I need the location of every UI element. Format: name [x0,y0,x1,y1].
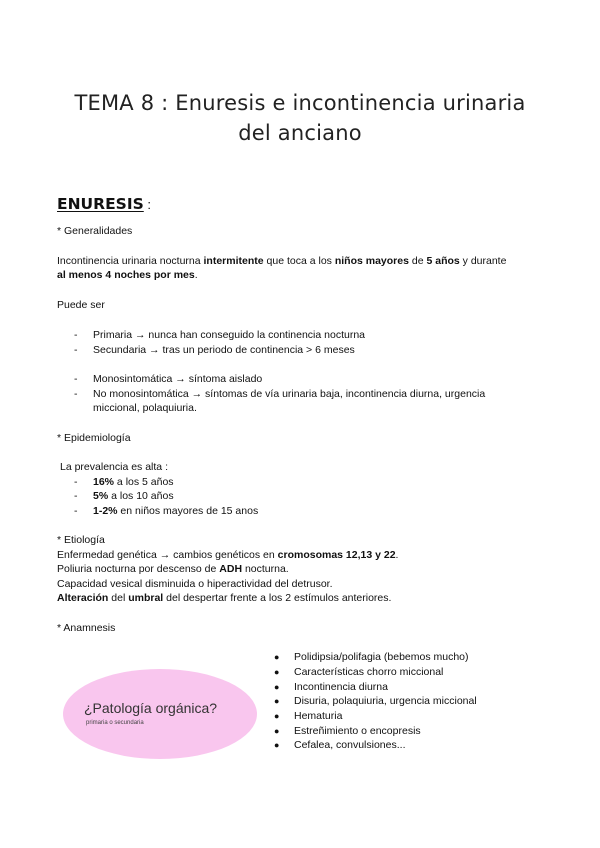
bubble-subtitle: primaria o secundaria [86,720,144,726]
dash-marker: - [74,505,78,517]
section-heading [57,197,151,213]
bullet-marker: ● [274,711,280,721]
title-line-1: TEMA 8 : Enuresis e incontinencia urinaria [74,91,526,115]
enuresis-heading: ENURESIS [57,195,144,213]
etiologia-line: Poliuria nocturna por descenso de ADH nocturna. [57,563,289,575]
list-item: Cefalea, convulsiones... [294,739,406,751]
bullet-marker: ● [274,726,280,736]
list-item: Primaria → nunca han conseguido la continencia nocturna [93,329,366,341]
list-item: Polidipsia/polifagia (bebemos mucho) [294,651,469,663]
list-item: Estreñimiento o encopresis [294,725,421,737]
list-item: Hematuria [294,710,343,722]
list-item: 16% a los 5 años [93,476,174,488]
dash-marker: - [74,388,78,400]
etiologia-line: Alteración del umbral del despertar frente a los 2 estímulos anteriores. [57,592,392,604]
generalidades-paragraph-line1: Incontinencia urinaria nocturna intermitente que toca a los niños mayores de 5 años y durante [57,255,507,267]
dash-marker: - [74,329,78,341]
bullet-marker: ● [274,740,280,750]
list-item: 5% a los 10 años [93,490,174,502]
dash-marker: - [74,373,78,385]
list-item: Incontinencia diurna [294,681,388,693]
generalidades-paragraph-line2: al menos 4 noches por mes. [57,269,198,281]
list-item: No monosintomática → síntomas de vía urinaria baja, incontinencia diurna, urgencia [93,388,486,400]
epidemiologia-heading: * Epidemiología [57,432,131,444]
page-title [40,88,560,148]
heading-suffix: : [143,197,151,212]
epidemiologia-intro: La prevalencia es alta : [60,461,168,473]
bullet-marker: ● [274,696,280,706]
title-line-2: del anciano [238,121,362,145]
list-item-continuation: miccional, polaquiuria. [93,402,197,414]
puede-ser: Puede ser [57,299,105,311]
generalidades-heading: * Generalidades [57,225,133,237]
bullet-marker: ● [274,667,280,677]
list-item: 1-2% en niños mayores de 15 anos [93,505,259,517]
bullet-marker: ● [274,652,280,662]
dash-marker: - [74,490,78,502]
etiologia-line: Enfermedad genética → cambios genéticos en cromosomas 12,13 y 22. [57,549,399,561]
bubble-title: ¿Patología orgánica? [84,700,218,716]
list-item: Secundaria → tras un periodo de continencia > 6 meses [93,344,355,356]
anamnesis-heading: * Anamnesis [57,622,116,634]
etiologia-line: Capacidad vesical disminuida o hiperactividad del detrusor. [57,578,333,590]
dash-marker: - [74,476,78,488]
list-item: Monosintomática → síntoma aislado [93,373,263,385]
etiologia-heading: * Etiología [57,534,105,546]
dash-marker: - [74,344,78,356]
list-item: Características chorro miccional [294,666,444,678]
list-item: Disuria, polaquiuria, urgencia miccional [294,695,477,707]
bullet-marker: ● [274,682,280,692]
